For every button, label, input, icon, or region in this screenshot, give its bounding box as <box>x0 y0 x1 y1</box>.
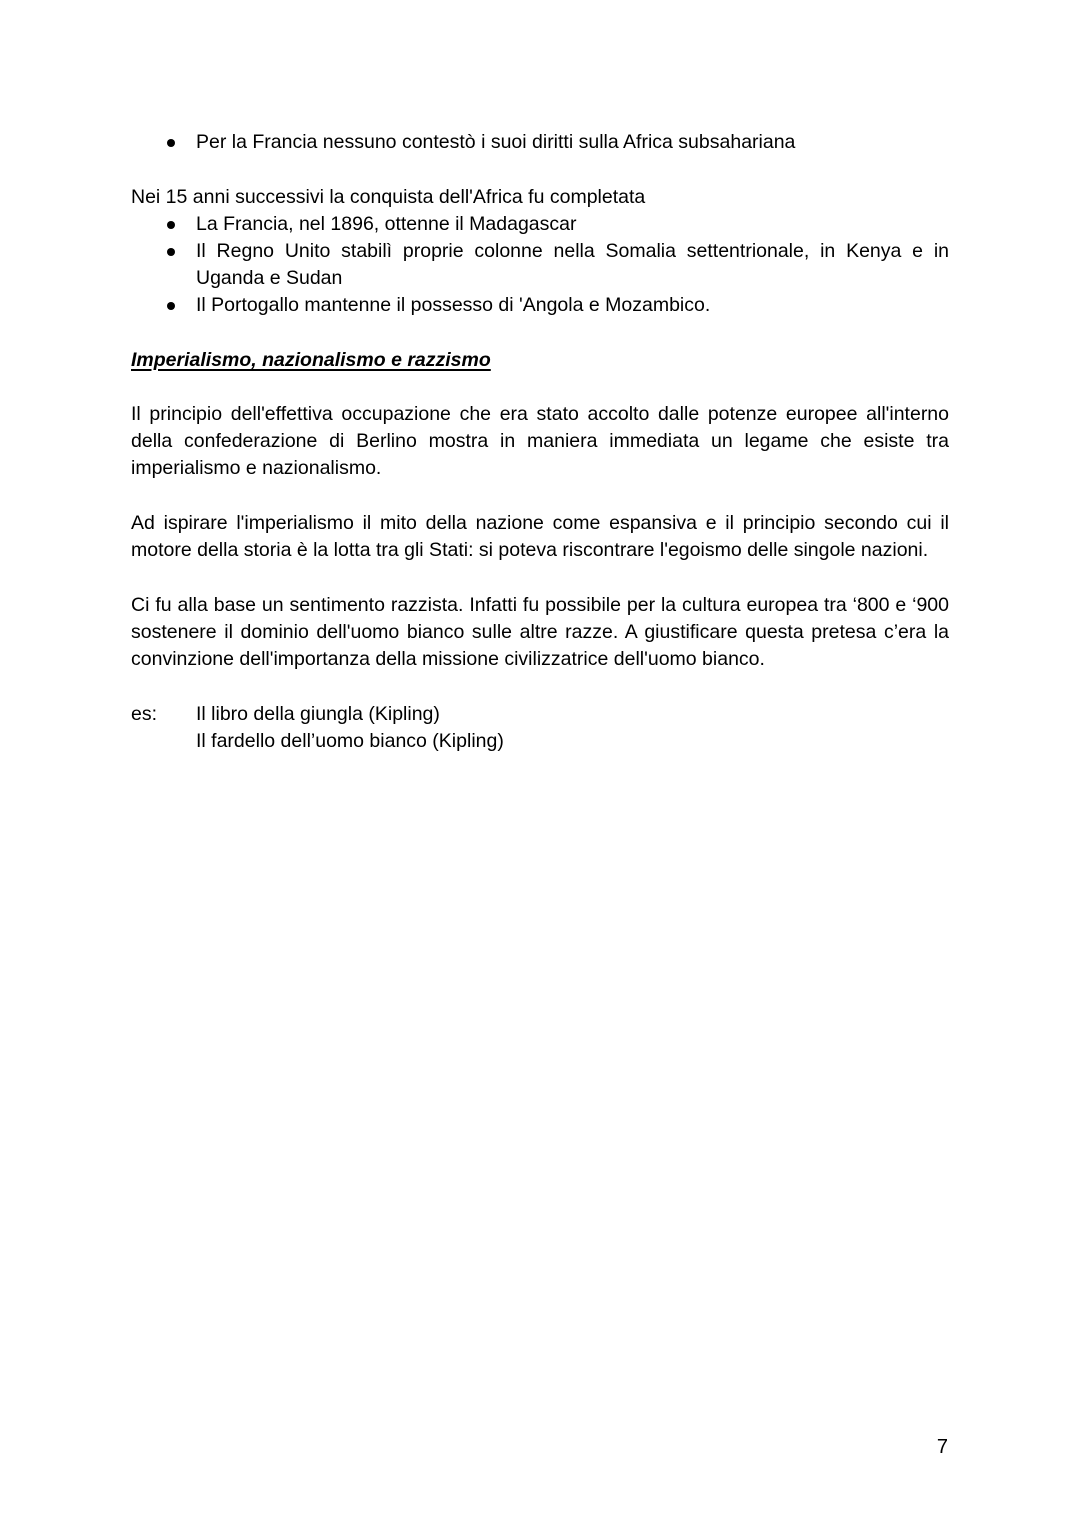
bullet-icon <box>167 139 175 147</box>
conquest-list <box>131 211 949 319</box>
conquest-intro: Nei 15 anni successivi la conquista dell'Africa fu completata <box>131 186 646 208</box>
section-heading-container <box>131 347 949 374</box>
list-item <box>131 129 949 156</box>
paragraph-container <box>131 401 949 482</box>
paragraph-container <box>131 592 949 673</box>
paragraph-imperialism: Ad ispirare l'imperialismo il mito della nazione come espansiva e il principio secondo cui il motore della storia è la lotta tra gli Stati: si poteva riscontrare l'egoismo delle singole nazioni. <box>131 512 949 561</box>
top-bullet-list-container <box>131 129 949 156</box>
list-item <box>131 292 949 319</box>
list-item <box>131 238 949 292</box>
list-item-text: Per la Francia nessuno contestò i suoi diritti sulla Africa subsahariana <box>196 131 796 153</box>
list-item-text: La Francia, nel 1896, ottenne il Madagascar <box>196 213 577 235</box>
list-item-text: Il Portogallo mantenne il possesso di 'Angola e Mozambico. <box>196 294 711 316</box>
example-item: Il libro della giungla (Kipling) <box>196 703 440 725</box>
examples-block <box>131 701 949 755</box>
bullet-icon <box>167 302 175 310</box>
list-item <box>131 211 949 238</box>
bullet-icon <box>167 248 175 256</box>
conquest-section <box>131 184 949 319</box>
top-bullet-list <box>131 129 949 156</box>
section-heading: Imperialismo, nazionalismo e razzismo <box>131 349 491 371</box>
examples-list <box>196 701 504 755</box>
paragraph-racism: Ci fu alla base un sentimento razzista. Infatti fu possibile per la cultura europea tra ‘800 e ‘900 sostenere il dominio dell'uomo bianco sulle altre razze. A giustificare questa pretesa c’era la convinzione dell'importanza della missione civilizzatrice dell'uomo bianco. <box>131 594 949 670</box>
bullet-icon <box>167 221 175 229</box>
page-number: 7 <box>936 1436 948 1458</box>
examples-label: es: <box>131 703 158 725</box>
example-item: Il fardello dell’uomo bianco (Kipling) <box>196 730 504 752</box>
paragraph-occupation: Il principio dell'effettiva occupazione che era stato accolto dalle potenze europee all'interno della confederazione di Berlino mostra in maniera immediata un legame che esiste tra imperialismo e nazionalismo. <box>131 403 949 479</box>
list-item-text: Il Regno Unito stabilì proprie colonne nella Somalia settentrionale, in Kenya e in Uganda e Sudan <box>196 240 949 289</box>
paragraph-container <box>131 510 949 564</box>
